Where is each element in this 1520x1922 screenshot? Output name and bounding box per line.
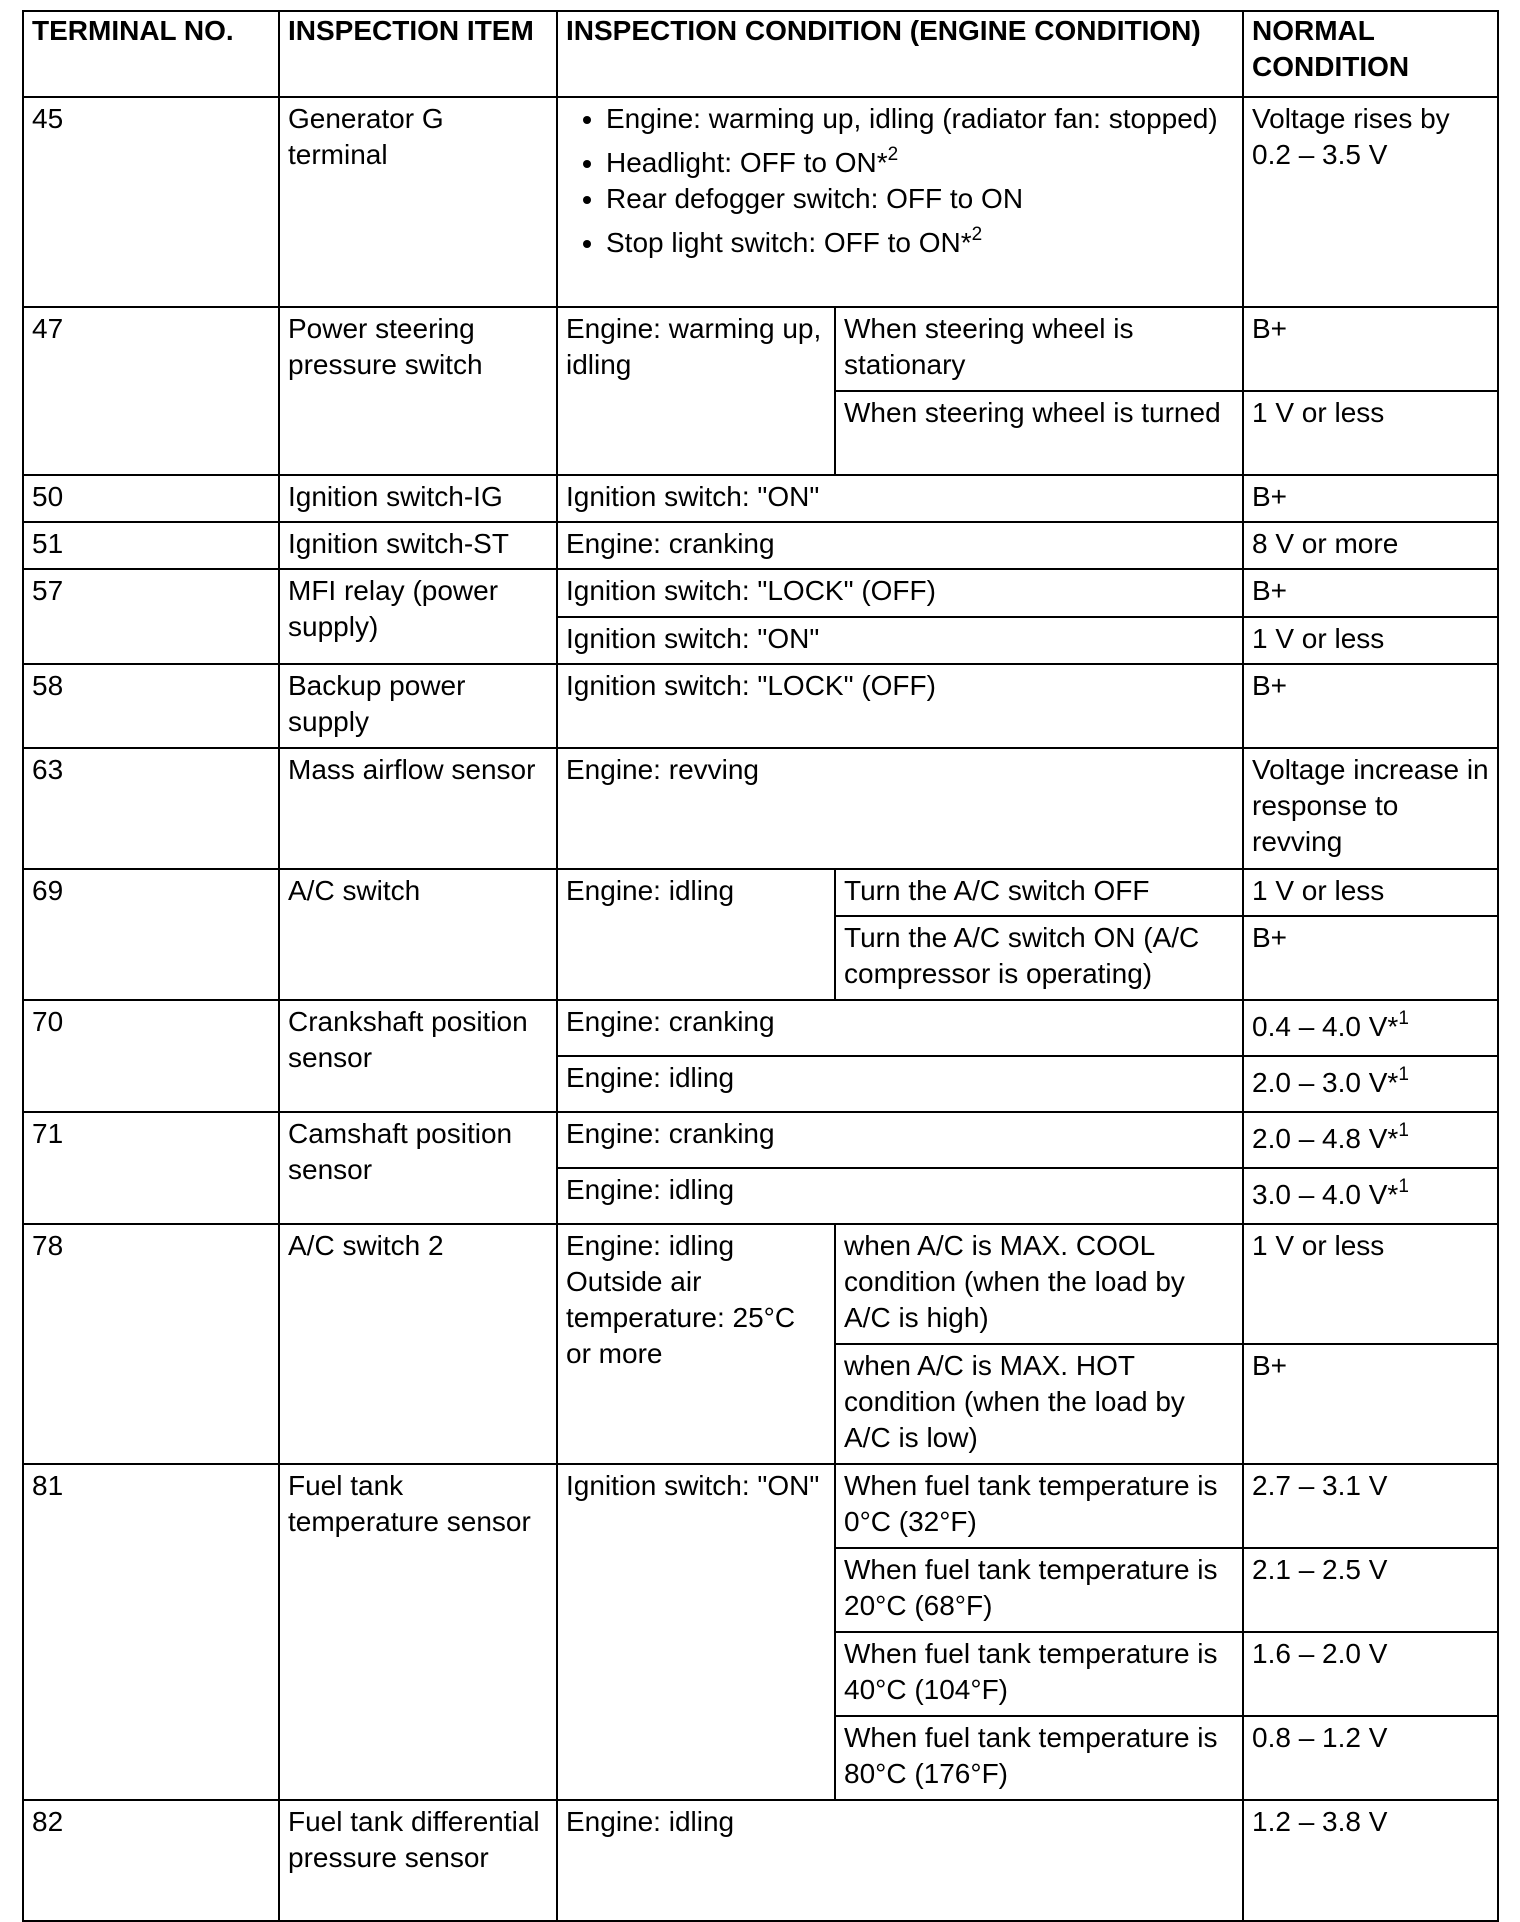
- terminal-no: 57: [23, 569, 279, 664]
- inspection-condition: Engine: idling: [557, 869, 835, 1000]
- inspection-item: MFI relay (power supply): [279, 569, 557, 664]
- table-row: [23, 748, 1498, 869]
- sub-condition: When fuel tank temperature is 80°C (176°F): [835, 1716, 1243, 1800]
- inspection-condition: Ignition switch: "ON": [557, 475, 1243, 522]
- header-item: INSPECTION ITEM: [279, 11, 557, 97]
- normal-condition: 1 V or less: [1243, 391, 1498, 475]
- table-container: [22, 10, 1499, 1922]
- inspection-item: Ignition switch-ST: [279, 522, 557, 569]
- sub-condition: when A/C is MAX. HOT condition (when the load by A/C is low): [835, 1344, 1243, 1464]
- inspection-condition: Engine: cranking: [557, 1112, 1243, 1168]
- inspection-condition: Engine: revving: [557, 748, 1243, 869]
- table-row: [23, 1112, 1498, 1168]
- table-row: [23, 1224, 1498, 1344]
- terminal-no: 78: [23, 1224, 279, 1464]
- inspection-condition: Ignition switch: "ON": [557, 1464, 835, 1800]
- sub-condition: when A/C is MAX. COOL condition (when the load by A/C is high): [835, 1224, 1243, 1344]
- sub-condition: When steering wheel is stationary: [835, 307, 1243, 391]
- inspection-condition: Engine: idling: [557, 1800, 1243, 1921]
- list-item: • Headlight: OFF to ON*$^2$: [606, 145, 1234, 181]
- table-row: [23, 1464, 1498, 1548]
- normal-condition: B+: [1243, 569, 1498, 617]
- inspection-condition: Ignition switch: "LOCK" (OFF): [557, 664, 1243, 748]
- table-row: [23, 664, 1498, 748]
- header-row: [23, 11, 1498, 97]
- inspection-item: Fuel tank temperature sensor: [279, 1464, 557, 1800]
- header-normal: NORMAL CONDITION: [1243, 11, 1498, 97]
- normal-condition: Voltage rises by 0.2 – 3.5 V: [1243, 97, 1498, 307]
- inspection-condition: Engine: idling: [557, 1056, 1243, 1112]
- terminal-no: 47: [23, 307, 279, 475]
- inspection-item: A/C switch 2: [279, 1224, 557, 1464]
- inspection-condition: Engine: warming up, idling: [557, 307, 835, 475]
- terminal-no: 69: [23, 869, 279, 1000]
- list-item: • Engine: warming up, idling (radiator fan: stopped): [606, 101, 1234, 137]
- inspection-item: Fuel tank differential pressure sensor: [279, 1800, 557, 1921]
- terminal-no: 70: [23, 1000, 279, 1112]
- inspection-condition: Engine: cranking: [557, 522, 1243, 569]
- normal-condition: B+: [1243, 664, 1498, 748]
- normal-condition: B+: [1243, 916, 1498, 1000]
- inspection-table: [22, 10, 1499, 1922]
- normal-condition: 0.4 – 4.0 V*$^1$: [1243, 1000, 1498, 1056]
- normal-condition: 1 V or less: [1243, 1224, 1498, 1344]
- inspection-item: Camshaft position sensor: [279, 1112, 557, 1224]
- inspection-condition: Ignition switch: "LOCK" (OFF): [557, 569, 1243, 617]
- header-terminal: TERMINAL NO.: [23, 11, 279, 97]
- normal-condition: B+: [1243, 307, 1498, 391]
- inspection-condition: [557, 97, 1243, 307]
- inspection-item: Mass airflow sensor: [279, 748, 557, 869]
- terminal-no: 51: [23, 522, 279, 569]
- table-row: [23, 307, 1498, 391]
- inspection-item: Power steering pressure switch: [279, 307, 557, 475]
- inspection-item: Generator G terminal: [279, 97, 557, 307]
- terminal-no: 58: [23, 664, 279, 748]
- sub-condition: Turn the A/C switch ON (A/C compressor is operating): [835, 916, 1243, 1000]
- normal-condition: 2.0 – 3.0 V*$^1$: [1243, 1056, 1498, 1112]
- sub-condition: When steering wheel is turned: [835, 391, 1243, 475]
- header-condition: INSPECTION CONDITION (ENGINE CONDITION): [557, 11, 1243, 97]
- inspection-item: Backup power supply: [279, 664, 557, 748]
- normal-condition: 0.8 – 1.2 V: [1243, 1716, 1498, 1800]
- table-row: [23, 1800, 1498, 1921]
- inspection-item: Crankshaft position sensor: [279, 1000, 557, 1112]
- normal-condition: 1.6 – 2.0 V: [1243, 1632, 1498, 1716]
- sub-condition: Turn the A/C switch OFF: [835, 869, 1243, 916]
- inspection-item: Ignition switch-IG: [279, 475, 557, 522]
- terminal-no: 81: [23, 1464, 279, 1800]
- normal-condition: 3.0 – 4.0 V*$^1$: [1243, 1168, 1498, 1224]
- condition-list: [566, 101, 1234, 261]
- inspection-condition: Engine: cranking: [557, 1000, 1243, 1056]
- inspection-condition: Engine: idling Outside air temperature: 25°C or more: [557, 1224, 835, 1464]
- normal-condition: B+: [1243, 475, 1498, 522]
- list-item: • Stop light switch: OFF to ON*$^2$: [606, 225, 1234, 261]
- inspection-condition: Engine: idling: [557, 1168, 1243, 1224]
- terminal-no: 63: [23, 748, 279, 869]
- normal-condition: Voltage increase in response to revving: [1243, 748, 1498, 869]
- sub-condition: When fuel tank temperature is 20°C (68°F): [835, 1548, 1243, 1632]
- table-row: [23, 475, 1498, 522]
- normal-condition: 2.1 – 2.5 V: [1243, 1548, 1498, 1632]
- normal-condition: 1 V or less: [1243, 617, 1498, 664]
- terminal-no: 50: [23, 475, 279, 522]
- terminal-no: 45: [23, 97, 279, 307]
- normal-condition: 2.0 – 4.8 V*$^1$: [1243, 1112, 1498, 1168]
- normal-condition: 8 V or more: [1243, 522, 1498, 569]
- normal-condition: 1 V or less: [1243, 869, 1498, 916]
- inspection-item: A/C switch: [279, 869, 557, 1000]
- terminal-no: 82: [23, 1800, 279, 1921]
- inspection-condition: Ignition switch: "ON": [557, 617, 1243, 664]
- table-row: [23, 1000, 1498, 1056]
- terminal-no: 71: [23, 1112, 279, 1224]
- normal-condition: 1.2 – 3.8 V: [1243, 1800, 1498, 1921]
- normal-condition: B+: [1243, 1344, 1498, 1464]
- table-row: [23, 869, 1498, 916]
- table-row: [23, 522, 1498, 569]
- sub-condition: When fuel tank temperature is 0°C (32°F): [835, 1464, 1243, 1548]
- sub-condition: When fuel tank temperature is 40°C (104°F): [835, 1632, 1243, 1716]
- table-row: [23, 97, 1498, 307]
- normal-condition: 2.7 – 3.1 V: [1243, 1464, 1498, 1548]
- list-item: • Rear defogger switch: OFF to ON: [606, 181, 1234, 217]
- table-row: [23, 569, 1498, 617]
